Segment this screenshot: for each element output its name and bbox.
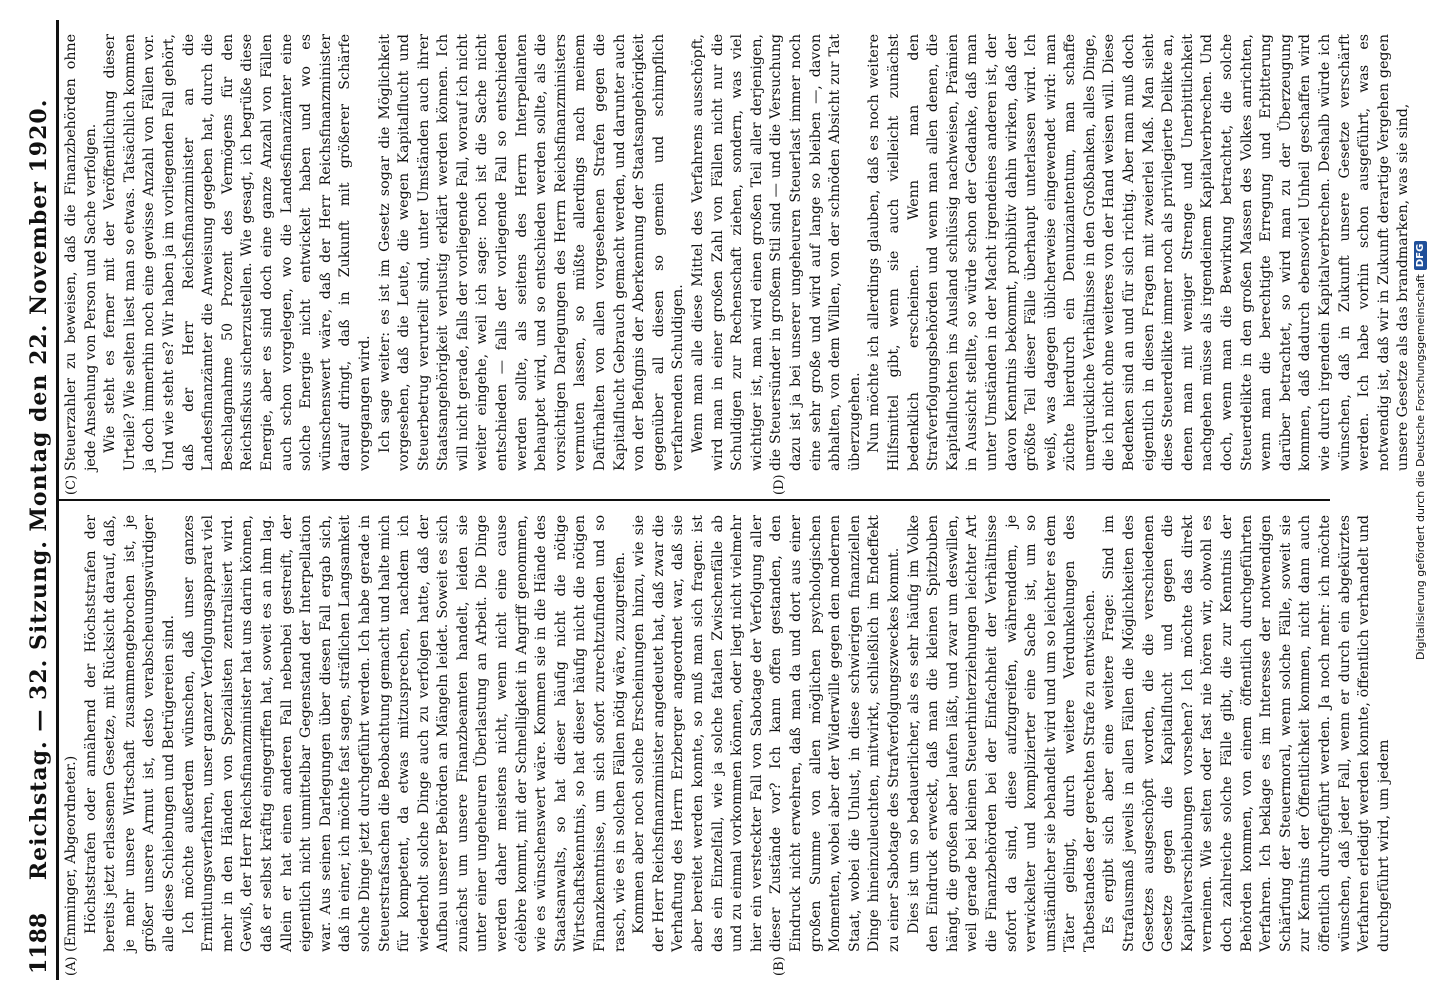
- digitization-credit: [1406, 0, 1434, 1000]
- paragraph: Dies ist um so bedauerlicher, als es sehr häufig im Volke den Eindruck erweckt, daß man die kleinen Spitzbuben hängt, die großen aber laufen läßt, und zwar um deswillen, weil gerade bei kleinen Steuerhinterziehungen leichter Art die Finanzbehörden bei der Einfachheit der Verhältnisse sofort da sind, diese aufzugreifen, währenddem, je verwickelter und komplizierter eine Sache ist, um so umständlicher sie behandelt wird und um so leichter es dem Täter gelingt, durch weitere Verdunkelungen des Tatbestandes der gerechten Strafe zu entwischen.: [905, 515, 1098, 952]
- page-title: Reichstag. — 32. Sitzung. Montag den 22. November 1920.: [26, 98, 52, 881]
- text-columns: [58, 20, 1412, 980]
- paragraph: Es ergibt sich aber eine weitere Frage: Sind im Strafausmaß jeweils in allen Fällen die Möglichkeiten des Gesetzes ausgeschöpft worden, die die verschiedenen Gesetze gegen die Kapitalflucht und gegen die Kapitalverschiebungen vorsehen? Ich möchte das direkt verneinen. Wie selten oder fast nie hören wir, obwohl es doch zahlreiche solche Fälle gibt, die zur Kenntnis der Behörden kommen, von einem öffentlich durchgeführten Verfahren. Ich beklage es im Interesse der notwendigen Schärfung der Steuermoral, wenn solche Fälle, soweit sie zur Kenntnis der Öffentlichkeit kommen, nicht dann auch öffentlich durchgeführt werden. Ja noch mehr: ich möchte wünschen, daß jeder Fall, wenn er durch ein abgekürztes Verfahren erledigt werden konnte, öffentlich verhandelt und durchgeführt wird, um jedem: [1101, 515, 1392, 952]
- page-number: 1188: [26, 912, 52, 974]
- paragraph: Höchststrafen oder annähernd der Höchststrafen der bereits jetzt erlassenen Gesetze, mit Rücksicht darauf, daß, je mehr unsere Wirtschaft zusammengebrochen ist, je größer unsere Armut ist, desto verabscheuungswürdiger alle diese Schiebungen und Betrügereien sind.: [82, 515, 177, 952]
- margin-mark-c: (C): [64, 474, 79, 495]
- left-column: [58, 501, 1392, 980]
- paragraph: Nun möchte ich allerdings glauben, daß es noch weitere Hilfsmittel gibt, wenn sie auch vielleicht zunächst bedenklich erscheinen. Wenn man den Strafverfolgungsbehörden und wenn man allen denen, die Kapitalfluchten ins Ausland schlüssig nachweisen, Prämien in Aussicht stellte, so würde schon der Gedanke, daß man unter Umständen in der Macht irgendeines anderen ist, der davon Kenntnis bekommt, prohibitiv dahin wirken, daß der größte Teil dieser Fälle überhaupt unterlassen wird. Ich weiß, was dagegen üblicherweise eingewendet wird: man züchte hierdurch ein Denunziantentum, man schaffe unerquickliche Verhältnisse in den Großbanken, alles Dinge, die ich nicht ohne weiteres von der Hand weisen will. Diese Bedenken sind an und für sich richtig. Aber man muß doch eigentlich in diesen Fragen mit zweierlei Maß. Man sieht diese Steuerdelikte immer noch als privilegierte Delikte an, denen man mit weniger Strenge und Unerbittlichkeit nachgehen müsse als irgendeinem Kapitalverbrechen. Und doch, wenn man die Bewirkung betrachtet, die solche Steuerdelikte in den großen Massen des Volkes anrichten, wenn man die berechtigte Erregung und Erbitterung darüber betrachtet, so wird man zu der Überzeugung kommen, daß dadurch ebensoviel Unheil geschaffen wird wie durch irgendein Kapitalverbrechen. Deshalb würde ich wünschen, daß in Zukunft unsere Gesetze verschärft werden. Ich habe vorhin schon ausgeführt, was es notwendig ist, daß wir in Zukunft derartige Vergehen gegen unsere Gesetze als das brandmarken, was sie sind,: [866, 34, 1412, 471]
- dfg-logo: DFG: [1414, 241, 1427, 270]
- paragraph: Steuerzahler zu beweisen, daß die Finanzbehörden ohne jede Ansehung von Person und Sache verfolgen.: [63, 34, 99, 471]
- right-column: [58, 20, 1412, 501]
- speaker-line: (Emminger, Abgeordneter.): [63, 755, 79, 952]
- paragraph: Wie steht es ferner mit der Veröffentlichung dieser Urteile? Wie selten liest man so etwas. Tatsächlich kommen ja doch immerhin noch eine gewisse Anzahl von Fällen vor. Und wie steht es? Wir haben ja im vorliegenden Fall gehört, daß der Herr Reichsfinanzminister an die Landesfinanzämter die Anweisung gegeben hat, durch die Beschlagnahme 50 Prozent des Vermögens für den Reichsfiskus sicherzustellen. Wie gesagt, ich begrüße diese Energie, aber es sind doch eine ganze Anzahl von Fällen auch schon vorgelegen, wo die Landesfinanzämter eine solche Energie nicht entwickelt haben und wo es wünschenswert wäre, daß der Herr Reichsfinanzminister darauf dringt, daß in Zukunft mit größerer Schärfe vorgegangen wird.: [102, 34, 373, 471]
- document-page: [10, 20, 1412, 980]
- page-header: [10, 20, 59, 980]
- margin-mark-d: (D): [772, 474, 788, 495]
- credit-text: Digitalisierung gefördert durch die Deutsche Forschungsgemeinschaft: [1413, 274, 1427, 660]
- margin-mark-b: (B): [772, 956, 788, 976]
- paragraph: Kommen aber noch solche Erscheinungen hinzu, wie sie der Herr Reichsfinanzminister angedeutet hat, daß zwar die Verhaftung des Herrn Erzberger angeordnet war, daß sie aber bereitet werden konnte, so muß man sich fragen: ist das ein Einzelfall, wie ja solche fatalen Zwischenfälle ab und zu einmal vorkommen können, oder liegt nicht vielmehr hier ein versteckter Fall von Sabotage der Verfolgung aller dieser Zustände vor? Ich kann offen gestanden, den Eindruck nicht erwehren, daß man da und dort aus einer großen Summe von allen möglichen psychologischen Momenten, wobei aber der Widerwille gegen den modernen Staat, wobei die Unlust, in diese schwierigen finanziellen Dinge hineinzuleuchten, mitwirkt, schließlich im Endeffekt zu einer Sabotage des Strafverfolgungszweckes kommt.: [631, 515, 902, 952]
- paragraph: Ich sage weiter: es ist im Gesetz sogar die Möglichkeit vorgesehen, daß die Leute, die wegen Kapitalflucht und Steuerbetrug verurteilt sind, unter Umständen auch ihrer Staatsangehörigkeit verlustig erklärt werden können. Ich will nicht gerade, falls der vorliegende Fall, worauf ich nicht weiter eingehe, weil ich sage: noch ist die Sache nicht entschieden — falls der vorliegende Fall so entschieden werden sollte, als seitens des Herrn Interpellanten behauptet wird, und so entschieden werden sollte, als die vorsichtigen Darlegungen des Herrn Reichsfinanzministers vermuten lassen, so müßte allerdings nach meinem Dafürhalten von allen vorgesehenen Strafen gegen die Kapitalflucht Gebrauch gemacht werden, und darunter auch von der Befugnis der Aberkennung der Staatsangehörigkeit gegenüber all diesen so gemein und schimpflich verfahrenden Schuldigen.: [376, 34, 687, 471]
- paragraph: Wenn man alle diese Mittel des Verfahrens ausschöpft, wird man in einer großen Zahl von Fällen nicht nur die Schuldigen zur Rechenschaft ziehen, sondern, was viel wichtiger ist, man wird einen großen Teil aller derjenigen, die Steuersünder in großem Stil sind — und die Versuchung dazu ist ja bei unserer ungeheuren Steuerlast immer noch eine sehr große und wird auf lange so bleiben —, davon abhalten, von dem Willen, von der schnöden Absicht zur Tat überzugehen.: [690, 34, 863, 471]
- margin-mark-a: (A): [64, 956, 79, 976]
- paragraph: Ich möchte außerdem wünschen, daß unser ganzes Ermittlungsverfahren, unser ganzer Verfolgungsapparat viel mehr in den Händen von Spezialisten zentralisiert wird. Gewiß, der Herr Reichsfinanzminister hat uns darin können, daß er selbst kräftig eingegriffen hat, soweit es an ihm lag. Allein er hat einen anderen Fall nebenbei gestreift, der eigentlich nicht unmittelbar Gegenstand der Interpellation war. Aus seinen Darlegungen über diesen Fall ergab sich, daß in einer, ich möchte fast sagen, sträflichen Langsamkeit solche Dinge jetzt durchgeführt werden. Ich habe gerade in Steuerstrafsachen die Beobachtung gemacht und halte mich für kompetent, da etwas mitzusprechen, nachdem ich wiederholt solche Dinge auch zu verfolgen hatte, daß der Aufbau unserer Behörden an Mängeln leidet. Soweit es sich zunächst um unsere Finanzbeamten handelt, leiden sie unter einer ungeheuren Überlastung an Arbeit. Die Dinge werden daher meistens nicht, wenn nicht eine cause célèbre kommt, mit der Schnelligkeit in Angriff genommen, wie es wünschenswert wäre. Kommen sie in die Hände des Staatsanwalts, so hat dieser häufig nicht die nötige Wirtschaftskenntnis, so hat dieser häufig nicht die nötigen Finanzkenntnisse, um sich sofort zurechtzufinden und so rasch, wie es in solchen Fällen nötig wäre, zuzugreifen.: [180, 515, 628, 952]
